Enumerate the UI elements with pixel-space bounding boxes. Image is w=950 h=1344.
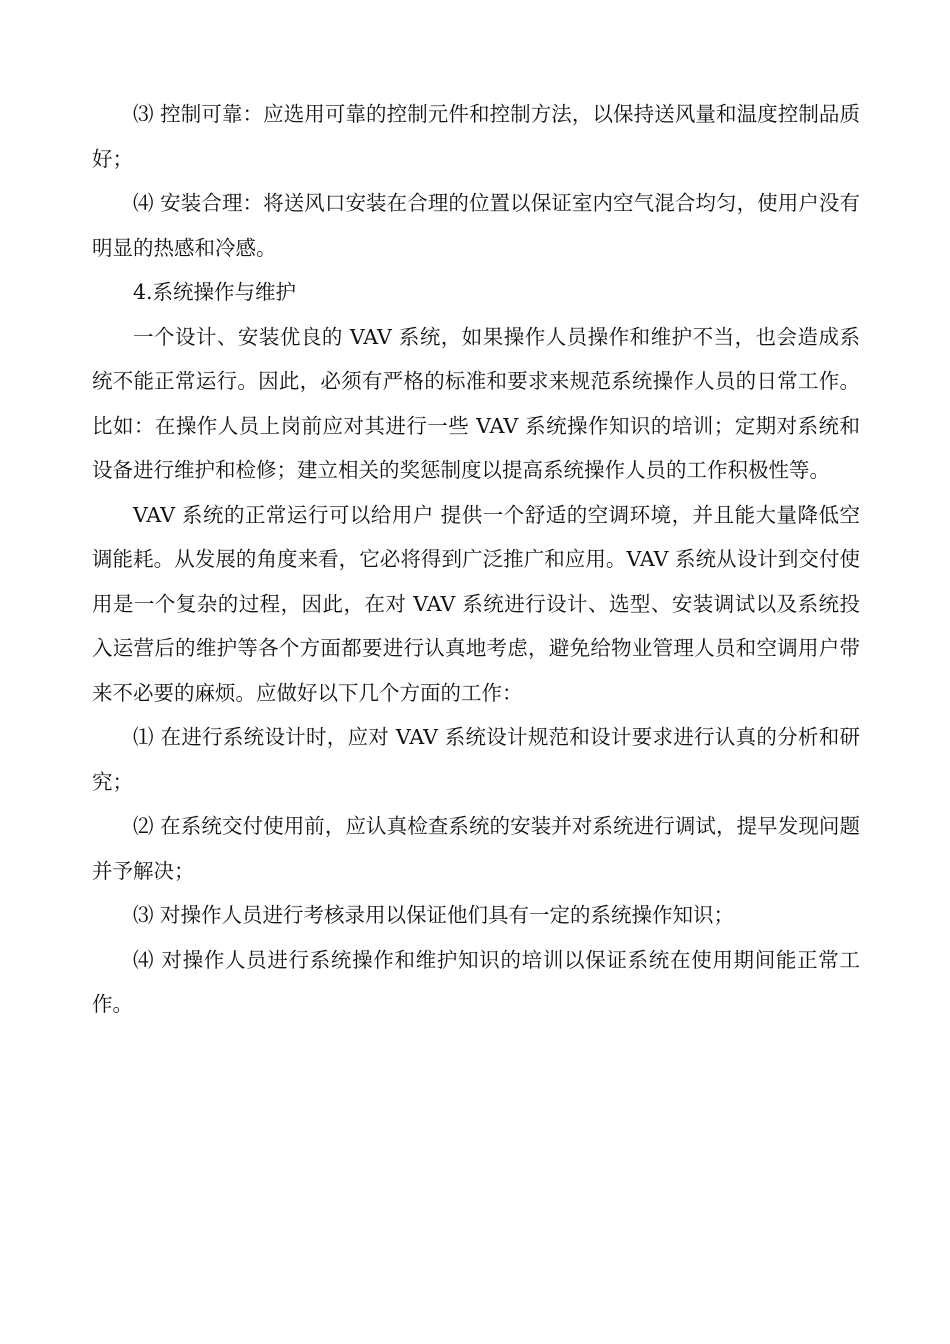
- paragraph-vav-summary: VAV 系统的正常运行可以给用户 提供一个舒适的空调环境，并且能大量降低空调能耗。从发展的角度来看，它必将得到广泛推广和应用。VAV 系统从设计到交付使用是一个复杂的过程，因此，在对 VAV 系统进行设计、选型、安装调试以及系统投入运营后的维护等各个方面都要进行认真地考虑，避免给物业管理人员和空调用户带来不必要的麻烦。应做好以下几个方面的工作：: [92, 502, 860, 705]
- list-item-staff-training: ⑷ 对操作人员进行系统操作和维护知识的培训以保证系统在使用期间能正常工作。: [92, 947, 860, 1016]
- list-item-design: ⑴ 在进行系统设计时，应对 VAV 系统设计规范和设计要求进行认真的分析和研究；: [92, 725, 860, 794]
- document-body: [92, 92, 860, 1027]
- list-item-staff-assessment: ⑶ 对操作人员进行考核录用以保证他们具有一定的系统操作知识；: [133, 903, 735, 927]
- paragraph-control-reliable: ⑶ 控制可靠：应选用可靠的控制元件和控制方法，以保持送风量和温度控制品质好；: [92, 102, 860, 171]
- paragraph-install-reasonable: ⑷ 安装合理：将送风口安装在合理的位置以保证室内空气混合均匀，使用户没有明显的热感和冷感。: [92, 191, 860, 260]
- paragraph-operation-maintenance: 一个设计、安装优良的 VAV 系统，如果操作人员操作和维护不当，也会造成系统不能正常运行。因此，必须有严格的标准和要求来规范系统操作人员的日常工作。比如：在操作人员上岗前应对其进行一些 VAV 系统操作知识的培训；定期对系统和设备进行维护和检修；建立相关的奖惩制度以提高系统操作人员的工作积极性等。: [92, 324, 860, 482]
- list-item-commissioning: ⑵ 在系统交付使用前，应认真检查系统的安装并对系统进行调试，提早发现问题并予解决；: [92, 814, 860, 883]
- section-heading: 4.系统操作与维护: [133, 280, 297, 304]
